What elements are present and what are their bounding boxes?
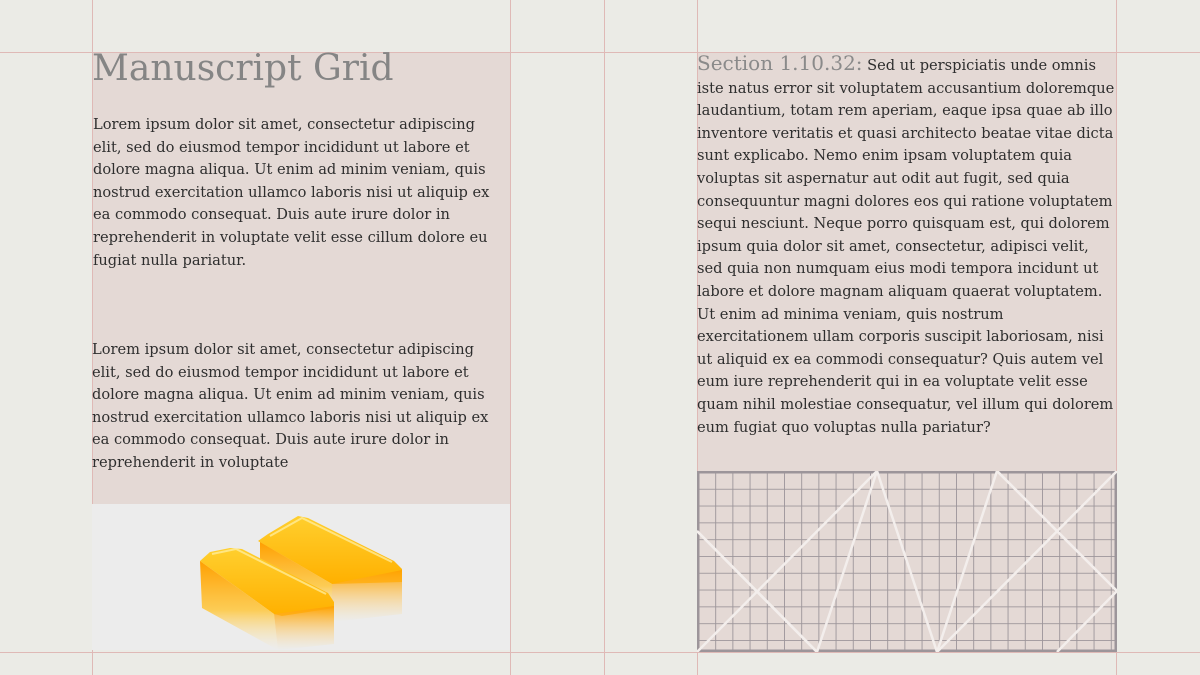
left-paragraph-1: Lorem ipsum dolor sit amet, consectetur adipiscing elit, sed do eiusmod tempor incididunt ut labore et dolore magna aliqua. Ut enim ad minim veniam, quis nostrud exercitation ullamco laboris nisi ut aliquip ex ea commodo consequat. Duis aute irure dolor in reprehenderit in voluptate velit esse cillum dolore eu fugiat nulla pariatur. <box>93 116 490 269</box>
page-title: Manuscript Grid <box>92 48 394 89</box>
orange-3d-bars-icon <box>92 504 510 650</box>
section-label: Section 1.10.32: <box>697 51 863 75</box>
grid-pattern-image <box>697 471 1117 652</box>
guide-line-horizontal <box>0 652 1200 653</box>
orange-bars-image <box>92 504 510 650</box>
section-body: Sed ut perspiciatis unde omnis iste natus error sit voluptatem accusantium doloremque laudantium, totam rem aperiam, eaque ipsa quae ab illo inventore veritatis et quasi architecto beatae vitae dicta sunt explicabo. Nemo enim ipsam voluptatem quia voluptas sit aspernatur aut odit aut fugit, sed quia consequuntur magni dolores eos qui ratione voluptatem sequi nesciunt. Neque porro quisquam est, qui dolorem ipsum quia dolor sit amet, consectetur, adipisci velit, sed quia non numquam eius modi tempora incidunt ut labore et dolore magnam aliquam quaerat voluptatem. Ut enim ad minima veniam, quis nostrum exercitationem ullam corporis suscipit laboriosam, nisi ut aliquid ex ea commodi consequatur? Quis autem vel eum iure reprehenderit qui in ea voluptate velit esse quam nihil molestiae consequatur, vel illum qui dolorem eum fugiat quo voluptas nulla pariatur? <box>697 57 1115 436</box>
left-paragraph-2: Lorem ipsum dolor sit amet, consectetur adipiscing elit, sed do eiusmod tempor incididunt ut labore et dolore magna aliqua. Ut enim ad minim veniam, quis nostrud exercitation ullamco laboris nisi ut aliquip ex ea commodo consequat. Duis aute irure dolor in reprehenderit in voluptate <box>92 341 489 471</box>
guide-line-vertical <box>510 0 511 675</box>
section-text-block <box>697 52 1115 439</box>
grid-pattern-icon <box>697 471 1117 652</box>
guide-line-vertical <box>604 0 605 675</box>
